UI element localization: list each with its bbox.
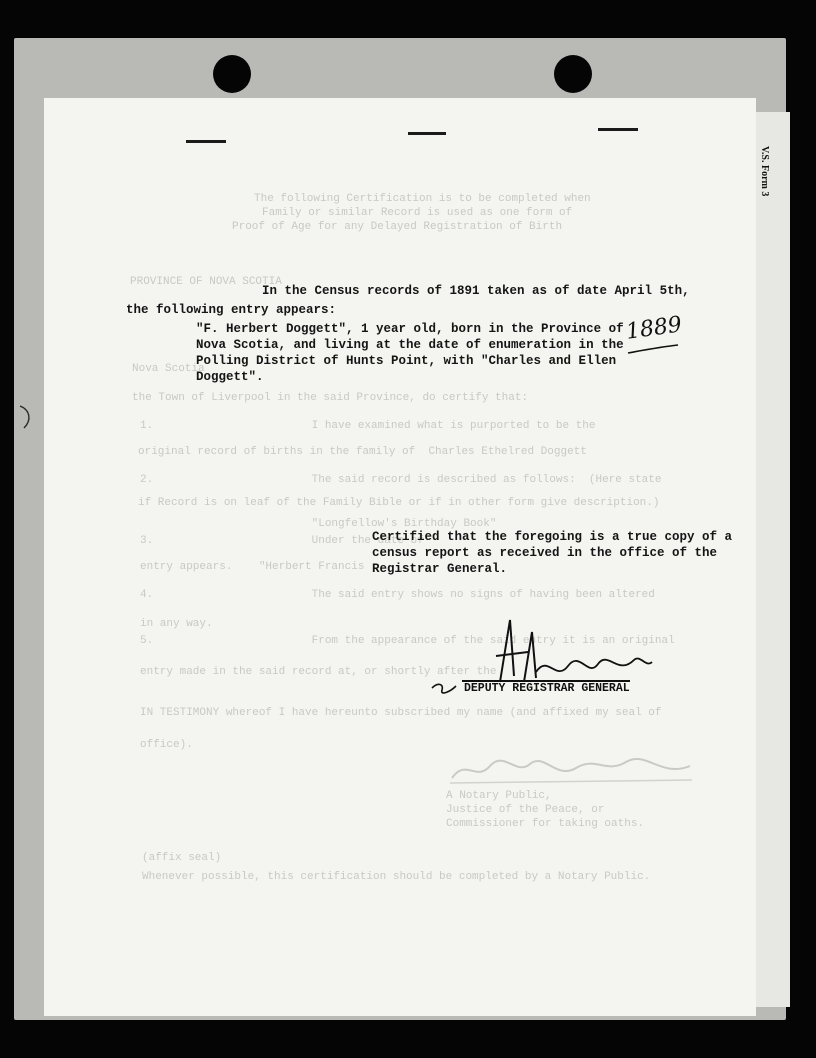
faded-line: the Town of Liverpool in the said Province, do certify that: [132,392,529,404]
punch-hole-left [213,55,251,93]
faded-line: 5. From the appearance of the said entry it is an original [140,635,675,647]
census-quote-line-2: Nova Scotia, and living at the date of enumeration in the [196,338,624,352]
faded-line: IN TESTIMONY whereof I have hereunto subscribed my name (and affixed my seal of [140,707,662,719]
faded-heading-line-1: The following Certification is to be completed when [254,193,591,205]
top-dash-right [598,128,638,131]
faded-line: 4. The said entry shows no signs of having been altered [140,589,655,601]
faded-line: office). [140,739,193,751]
census-intro-line-2: the following entry appears: [126,303,337,317]
faded-line: entry appears. "Herbert Francis [140,561,365,573]
census-intro-line-1: In the Census records of 1891 taken as of date April 5th, [262,284,690,298]
faded-heading-line-3: Proof of Age for any Delayed Registration of Birth [232,221,563,233]
faded-notary-line-3: Commissioner for taking oaths. [446,818,645,830]
faded-notary-line-2: Justice of the Peace, or [446,804,605,816]
punch-hole-right [554,55,592,93]
top-dash-left [186,140,226,143]
faded-heading-line-2: Family or similar Record is used as one form of [262,207,573,219]
census-quote-line-4: Doggett". [196,370,264,384]
faded-notary-line-1: A Notary Public, [446,790,552,802]
faded-notary-signature [446,752,696,788]
faded-province-line: PROVINCE OF NOVA SCOTIA [130,276,282,288]
handwritten-year-underline [626,344,682,356]
signature-title: DEPUTY REGISTRAR GENERAL [464,682,630,695]
faded-line: 2. The said record is described as follows: (Here state [140,474,662,486]
margin-mark [16,402,38,432]
certification-line-3: Registrar General. [372,562,508,576]
certification-line-2: census report as received in the office of the [372,546,718,560]
faded-footer-note: Whenever possible, this certification should be completed by a Notary Public. [142,871,651,883]
form-number-label: V.S. Form 3 [759,146,770,197]
handwritten-year: 1889 [624,312,684,345]
faded-affix-seal: (affix seal) [142,852,222,864]
faded-line: "Longfellow's Birthday Book" [140,518,497,530]
faded-line: Nova Scotia [132,363,205,375]
faded-line: 3. Under the date of [140,535,424,547]
certification-line-1: Certified that the foregoing is a true copy of a [372,530,733,544]
faded-line: in any way. [140,618,213,630]
faded-line: if Record is on leaf of the Family Bible or if in other form give description.) [138,497,660,509]
faded-line: entry made in the said record at, or shortly after the [140,666,497,678]
top-dash-center [408,132,446,135]
census-quote-line-1: "F. Herbert Doggett", 1 year old, born in the Province of [196,322,624,336]
sheet-right-edge [752,112,790,1007]
faded-line: original record of births in the family of Charles Ethelred Doggett [138,446,587,458]
faded-line: 1. I have examined what is purported to be the [140,420,596,432]
census-quote-line-3: Polling District of Hunts Point, with "Charles and Ellen [196,354,617,368]
